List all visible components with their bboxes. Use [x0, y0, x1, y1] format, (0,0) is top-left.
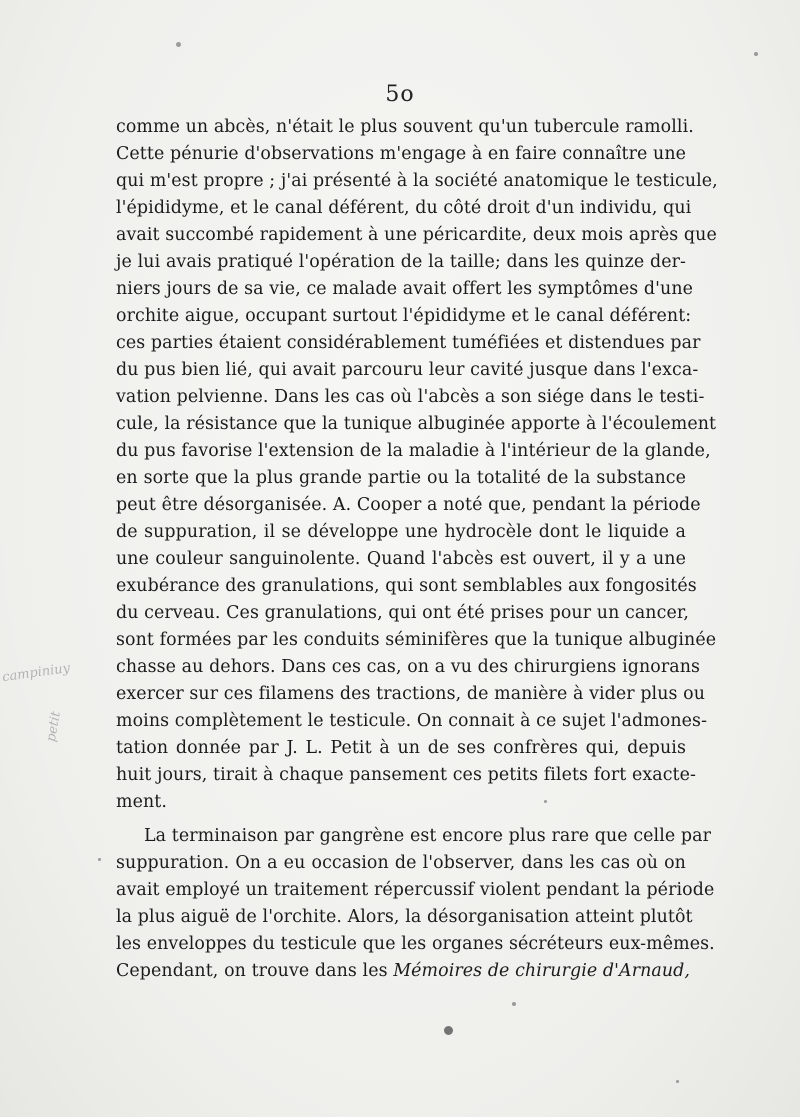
text-line: sont formées par les conduits séminifères que la tunique albuginée	[116, 630, 717, 650]
ink-speck	[544, 800, 547, 803]
text-line: exubérance des granulations, qui sont semblables aux fongosités	[116, 576, 697, 596]
text-line: huit jours, tirait à chaque pansement ces petits filets fort exacte-	[116, 765, 697, 785]
text-line: l'épididyme, et le canal déférent, du côté droit d'un individu, qui	[116, 198, 692, 218]
text-line: exercer sur ces filamens des tractions, de manière à vider plus ou	[116, 684, 706, 704]
text-line: qui m'est propre ; j'ai présenté à la société anatomique le testicule,	[116, 171, 718, 191]
text-line: du cerveau. Ces granulations, qui ont été prises pour un cancer,	[116, 603, 689, 623]
text-line: en sorte que la plus grande partie ou la totalité de la substance	[116, 468, 686, 488]
text-line-last	[116, 958, 691, 985]
text-line: suppuration. On a eu occasion de l'observer, dans les cas où on	[116, 853, 686, 873]
text-line: je lui avais pratiqué l'opération de la taille; dans les quinze der-	[116, 252, 686, 272]
text-line: vation pelvienne. Dans les cas où l'abcès a son siége dans le testi-	[116, 387, 705, 407]
text-line: moins complètement le testicule. On connait à ce sujet l'admones-	[116, 711, 708, 731]
text-line: une couleur sanguinolente. Quand l'abcès est ouvert, il y a une	[116, 549, 686, 569]
ink-speck	[176, 42, 181, 47]
text-line: ces parties étaient considérablement tuméfiées et distendues par	[116, 333, 701, 353]
ink-speck	[754, 52, 758, 56]
text-line: tation donnée par J. L. Petit à un de ses confrères qui, depuis	[116, 738, 686, 758]
text-line: avait employé un traitement répercussif violent pendant la période	[116, 880, 715, 900]
ink-speck	[98, 858, 101, 861]
text-roman: Cependant, on trouve dans les	[116, 961, 394, 981]
text-line: ment.	[116, 792, 167, 812]
body-text	[116, 114, 718, 985]
ink-speck	[444, 1026, 453, 1035]
text-line: orchite aigue, occupant surtout l'épididyme et le canal déférent:	[116, 306, 692, 326]
text-line: comme un abcès, n'était le plus souvent qu'un tubercule ramolli.	[116, 117, 694, 137]
text-line: niers jours de sa vie, ce malade avait offert les symptômes d'une	[116, 279, 694, 299]
text-line: avait succombé rapidement à une péricardite, deux mois après que	[116, 225, 717, 245]
text-line: cule, la résistance que la tunique albuginée apporte à l'écoulement	[116, 414, 717, 434]
text-line: les enveloppes du testicule que les organes sécréteurs eux-mêmes.	[116, 934, 715, 954]
text-line: la plus aiguë de l'orchite. Alors, la désorganisation atteint plutôt	[116, 907, 693, 927]
text-line: du pus favorise l'extension de la maladie à l'intérieur de la glande,	[116, 441, 711, 461]
text-line: chasse au dehors. Dans ces cas, on a vu des chirurgiens ignorans	[116, 657, 701, 677]
ink-speck	[676, 1080, 679, 1083]
ink-speck	[512, 1002, 516, 1006]
margin-note-2: petit	[43, 710, 64, 744]
text-line: peut être désorganisée. A. Cooper a noté que, pendant la période	[116, 495, 701, 515]
text-line: du pus bien lié, qui avait parcouru leur cavité jusque dans l'exca-	[116, 360, 699, 380]
text-line: de suppuration, il se développe une hydrocèle dont le liquide a	[116, 522, 686, 542]
page-number: 5o	[385, 82, 415, 107]
paragraph-start-line: La terminaison par gangrène est encore plus rare que celle par	[144, 826, 712, 846]
text-line: Cette pénurie d'observations m'engage à en faire connaître une	[116, 144, 687, 164]
margin-note-1: campiniuy	[1, 660, 71, 686]
text-italic-title: Mémoires de chirurgie d'Arnaud,	[393, 961, 691, 981]
